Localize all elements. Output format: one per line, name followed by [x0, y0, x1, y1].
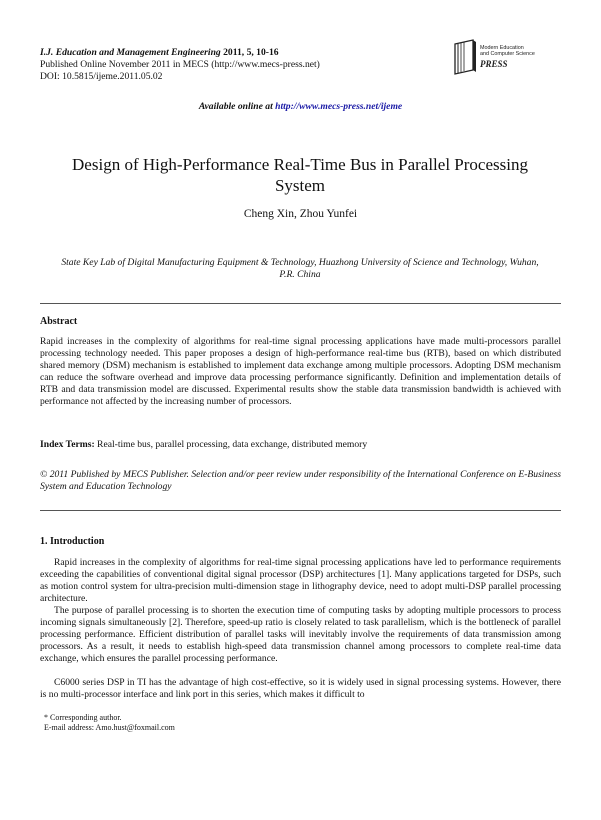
journal-header [40, 47, 279, 59]
journal-url-link[interactable]: http://www.mecs-press.net/ijeme [275, 101, 403, 112]
authors: Cheng Xin, Zhou Yunfei [243, 208, 358, 220]
available-online [0, 101, 601, 112]
doi-line: DOI: 10.5815/ijeme.2011.05.02 [40, 71, 163, 82]
intro-paragraph-2: The purpose of parallel processing is to shorten the execution time of computing tasks by adopting multiple processors to process incoming signals simultaneously [2]. Therefore, speed-up ratio is closely related to task parallelism, which is the bottleneck of parallel processing performance. Efficient distribution of parallel tasks will inevitably involve the requirements of data transmission among processors. As a result, it needs to establish high-speed data transmission channel among processors to complete real-time data exchange, which ensures the parallel processing performance. [40, 605, 561, 664]
logo-line1: Modern Education [480, 45, 524, 51]
logo-press: PRESS [480, 59, 508, 69]
affiliation: State Key Lab of Digital Manufacturing Equipment & Technology, Huazhong University of Science and Technology, Wuhan, P.R. China [61, 257, 539, 280]
journal-volume: 2011, 5, 10-16 [223, 47, 279, 58]
divider-bottom [40, 510, 561, 511]
index-terms-text: Real-time bus, parallel processing, data exchange, distributed memory [94, 439, 368, 450]
logo-line2: and Computer Science [480, 51, 535, 57]
abstract-text: Rapid increases in the complexity of algorithms for real-time signal processing applications have made multi-processors parallel processing technology needed. This paper proposes a design of high-performance real-time bus (RTB), based on which distributed shared memory (DSM) mechanism is established to implement data exchange among multiple processors. Adopting DSM mechanism can reduce the software overhead and improve data processing performance significantly. Definition and implementation details of RTB and data transmission model are discussed. Experimental results show the stable data transmission bandwidth is achieved with performance not affected by the increasing number of processors. [40, 336, 561, 407]
intro-paragraph-3: C6000 series DSP in TI has the advantage of high cost-effective, so it is widely used in signal processing systems. However, there is no multi-processor interface and link port in this series, which makes it difficult to [40, 677, 561, 700]
index-terms-label: Index Terms: [40, 439, 95, 450]
footnote-corresponding: * Corresponding author. [44, 713, 122, 722]
index-terms [40, 439, 561, 451]
published-line: Published Online November 2011 in MECS (http://www.mecs-press.net) [40, 59, 320, 70]
copyright-note: © 2011 Published by MECS Publisher. Selection and/or peer review under responsibility of the International Conference on E-Business System and Education Technology [40, 469, 561, 492]
footnote-email: E-mail address: Amo.hust@foxmail.com [44, 723, 175, 732]
intro-paragraph-1: Rapid increases in the complexity of algorithms for real-time signal processing applications have led to performance requirements exceeding the capabilities of conventional digital signal processor (DSP) architectures [1]. Many applications targeted for DSPs, such as motion control system for ultra-precision multi-dimension stage in lithography device, need to adopt multi-DSP parallel processing architecture. [40, 557, 561, 604]
available-label: Available online at [198, 101, 276, 112]
divider-top [40, 303, 561, 304]
abstract-heading: Abstract [40, 316, 78, 327]
paper-title: Design of High-Performance Real-Time Bus in Parallel Processing System [72, 155, 528, 195]
book-icon [455, 40, 476, 74]
journal-name: I.J. Education and Management Engineering [40, 47, 221, 58]
publisher-logo [451, 38, 551, 78]
intro-heading: 1. Introduction [40, 536, 105, 547]
